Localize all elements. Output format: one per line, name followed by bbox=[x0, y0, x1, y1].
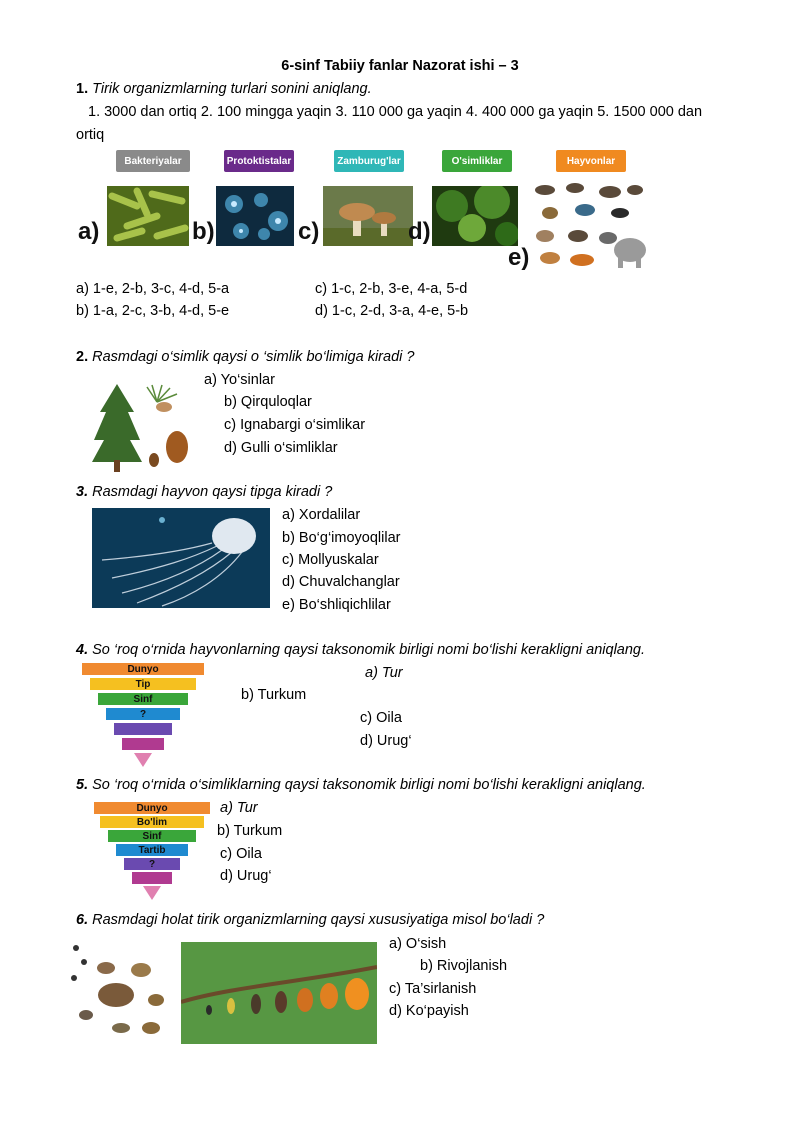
q2-option-b: b) Qirquloqlar bbox=[224, 394, 312, 410]
q3-option-d: d) Chuvalchanglar bbox=[282, 574, 400, 590]
question-text: So ‘roq o‘rnida o‘simliklarning qaysi taksonomik birligi nomi bo‘lishi kerakligni aniqlang. bbox=[92, 777, 646, 793]
plant-taxonomy-pyramid bbox=[94, 802, 210, 902]
pyramid-level-sinf: Sinf bbox=[108, 830, 196, 842]
question-2 bbox=[76, 349, 414, 365]
image-letter-d: d) bbox=[408, 218, 431, 245]
question-text: Tirik organizmlarning turlari sonini aniqlang. bbox=[92, 81, 372, 97]
q3-option-c: c) Mollyuskalar bbox=[282, 552, 379, 568]
q4-option-b: b) Turkum bbox=[241, 687, 307, 703]
q1-option-d: d) 1-c, 2-d, 3-a, 4-e, 5-b bbox=[315, 303, 469, 319]
q4-option-a: a) Tur bbox=[365, 665, 403, 681]
q3-option-e: e) Bo‘shliqichlilar bbox=[282, 597, 391, 613]
q5-option-d: d) Urug‘ bbox=[220, 868, 272, 884]
plants-image bbox=[432, 186, 518, 246]
question-number: 6. bbox=[76, 912, 89, 928]
image-letter-e: e) bbox=[508, 244, 530, 271]
pyramid-tip bbox=[143, 886, 161, 900]
question-text: So ‘roq o‘rnida hayvonlarning qaysi taksonomik birligi nomi bo‘lishi kerakligni aniqlang. bbox=[92, 642, 646, 658]
question-text: Rasmdagi holat tirik organizmlarning qaysi xususiyatiga misol bo‘ladi ? bbox=[92, 912, 545, 928]
mushroom-image bbox=[323, 186, 413, 246]
pyramid-level-blank1 bbox=[114, 723, 172, 735]
image-letter-a: a) bbox=[78, 218, 100, 245]
pyramid-tip bbox=[134, 753, 152, 767]
q6-option-d: d) Ko‘payish bbox=[389, 1003, 469, 1019]
pyramid-level-dunyo: Dunyo bbox=[94, 802, 210, 814]
conifer-image bbox=[92, 382, 192, 474]
animals-image bbox=[530, 178, 650, 270]
q5-option-c: c) Oila bbox=[220, 846, 262, 862]
q1-numbers-line1: 1. 3000 dan ortiq 2. 100 mingga yaqin 3. 110 000 ga yaqin 4. 400 000 ga yaqin 5. 1500 000 dan bbox=[88, 104, 703, 120]
label-osimliklar: O'simliklar bbox=[442, 150, 512, 172]
question-number: 2. bbox=[76, 349, 89, 365]
animal-taxonomy-pyramid bbox=[82, 663, 204, 769]
question-3 bbox=[76, 484, 332, 500]
question-5 bbox=[76, 777, 646, 793]
q1-option-b: b) 1-a, 2-c, 3-b, 4-d, 5-e bbox=[76, 303, 230, 319]
q5-option-a: a) Tur bbox=[220, 800, 258, 816]
bacteria-image bbox=[107, 186, 189, 246]
pyramid-level-bolim: Bo'lim bbox=[100, 816, 204, 828]
label-bakteriyalar: Bakteriyalar bbox=[116, 150, 190, 172]
question-number: 5. bbox=[76, 777, 89, 793]
question-text: Rasmdagi o‘simlik qaysi o ‘simlik bo‘limiga kiradi ? bbox=[92, 349, 415, 365]
question-1 bbox=[76, 81, 372, 97]
image-letter-c: c) bbox=[298, 218, 320, 245]
pyramid-level-tartib: Tartib bbox=[116, 844, 188, 856]
q2-option-c: c) Ignabargi o‘simlikar bbox=[224, 417, 366, 433]
pyramid-level-blank bbox=[132, 872, 172, 884]
pyramid-level-unknown: ? bbox=[106, 708, 180, 720]
label-protoktistalar: Protoktistalar bbox=[224, 150, 294, 172]
question-number: 1. bbox=[76, 81, 89, 97]
q4-option-d: d) Urug‘ bbox=[360, 733, 412, 749]
pyramid-level-dunyo: Dunyo bbox=[82, 663, 204, 675]
q6-option-a: a) O‘sish bbox=[389, 936, 447, 952]
q5-option-b: b) Turkum bbox=[217, 823, 283, 839]
question-number: 3. bbox=[76, 484, 89, 500]
q3-option-a: a) Xordalilar bbox=[282, 507, 361, 523]
q1-option-c: c) 1-c, 2-b, 3-e, 4-a, 5-d bbox=[315, 281, 468, 297]
question-4 bbox=[76, 642, 645, 658]
page-title: 6-sinf Tabiiy fanlar Nazorat ishi – 3 bbox=[281, 58, 519, 74]
question-6 bbox=[76, 912, 544, 928]
butterfly-lifecycle-image bbox=[181, 942, 377, 1044]
q6-option-c: c) Ta’sirlanish bbox=[389, 981, 477, 997]
q1-numbers-line2: ortiq bbox=[76, 127, 105, 143]
q2-option-a: a) Yo‘sinlar bbox=[204, 372, 275, 388]
jellyfish-image bbox=[92, 508, 270, 608]
q1-option-a: a) 1-e, 2-b, 3-c, 4-d, 5-a bbox=[76, 281, 230, 297]
frog-lifecycle-image bbox=[66, 940, 172, 1044]
pyramid-level-unknown: ? bbox=[124, 858, 180, 870]
question-number: 4. bbox=[76, 642, 89, 658]
label-zamburuglar: Zamburug'lar bbox=[334, 150, 404, 172]
pyramid-level-blank2 bbox=[122, 738, 164, 750]
q2-option-d: d) Gulli o‘simliklar bbox=[224, 440, 338, 456]
label-hayvonlar: Hayvonlar bbox=[556, 150, 626, 172]
q4-option-c: c) Oila bbox=[360, 710, 402, 726]
pyramid-level-tip: Tip bbox=[90, 678, 196, 690]
protist-image bbox=[216, 186, 294, 246]
q3-option-b: b) Bo‘g‘imoyoqlilar bbox=[282, 530, 401, 546]
q6-option-b: b) Rivojlanish bbox=[420, 958, 508, 974]
question-text: Rasmdagi hayvon qaysi tipga kiradi ? bbox=[92, 484, 333, 500]
pyramid-level-sinf: Sinf bbox=[98, 693, 188, 705]
image-letter-b: b) bbox=[192, 218, 215, 245]
